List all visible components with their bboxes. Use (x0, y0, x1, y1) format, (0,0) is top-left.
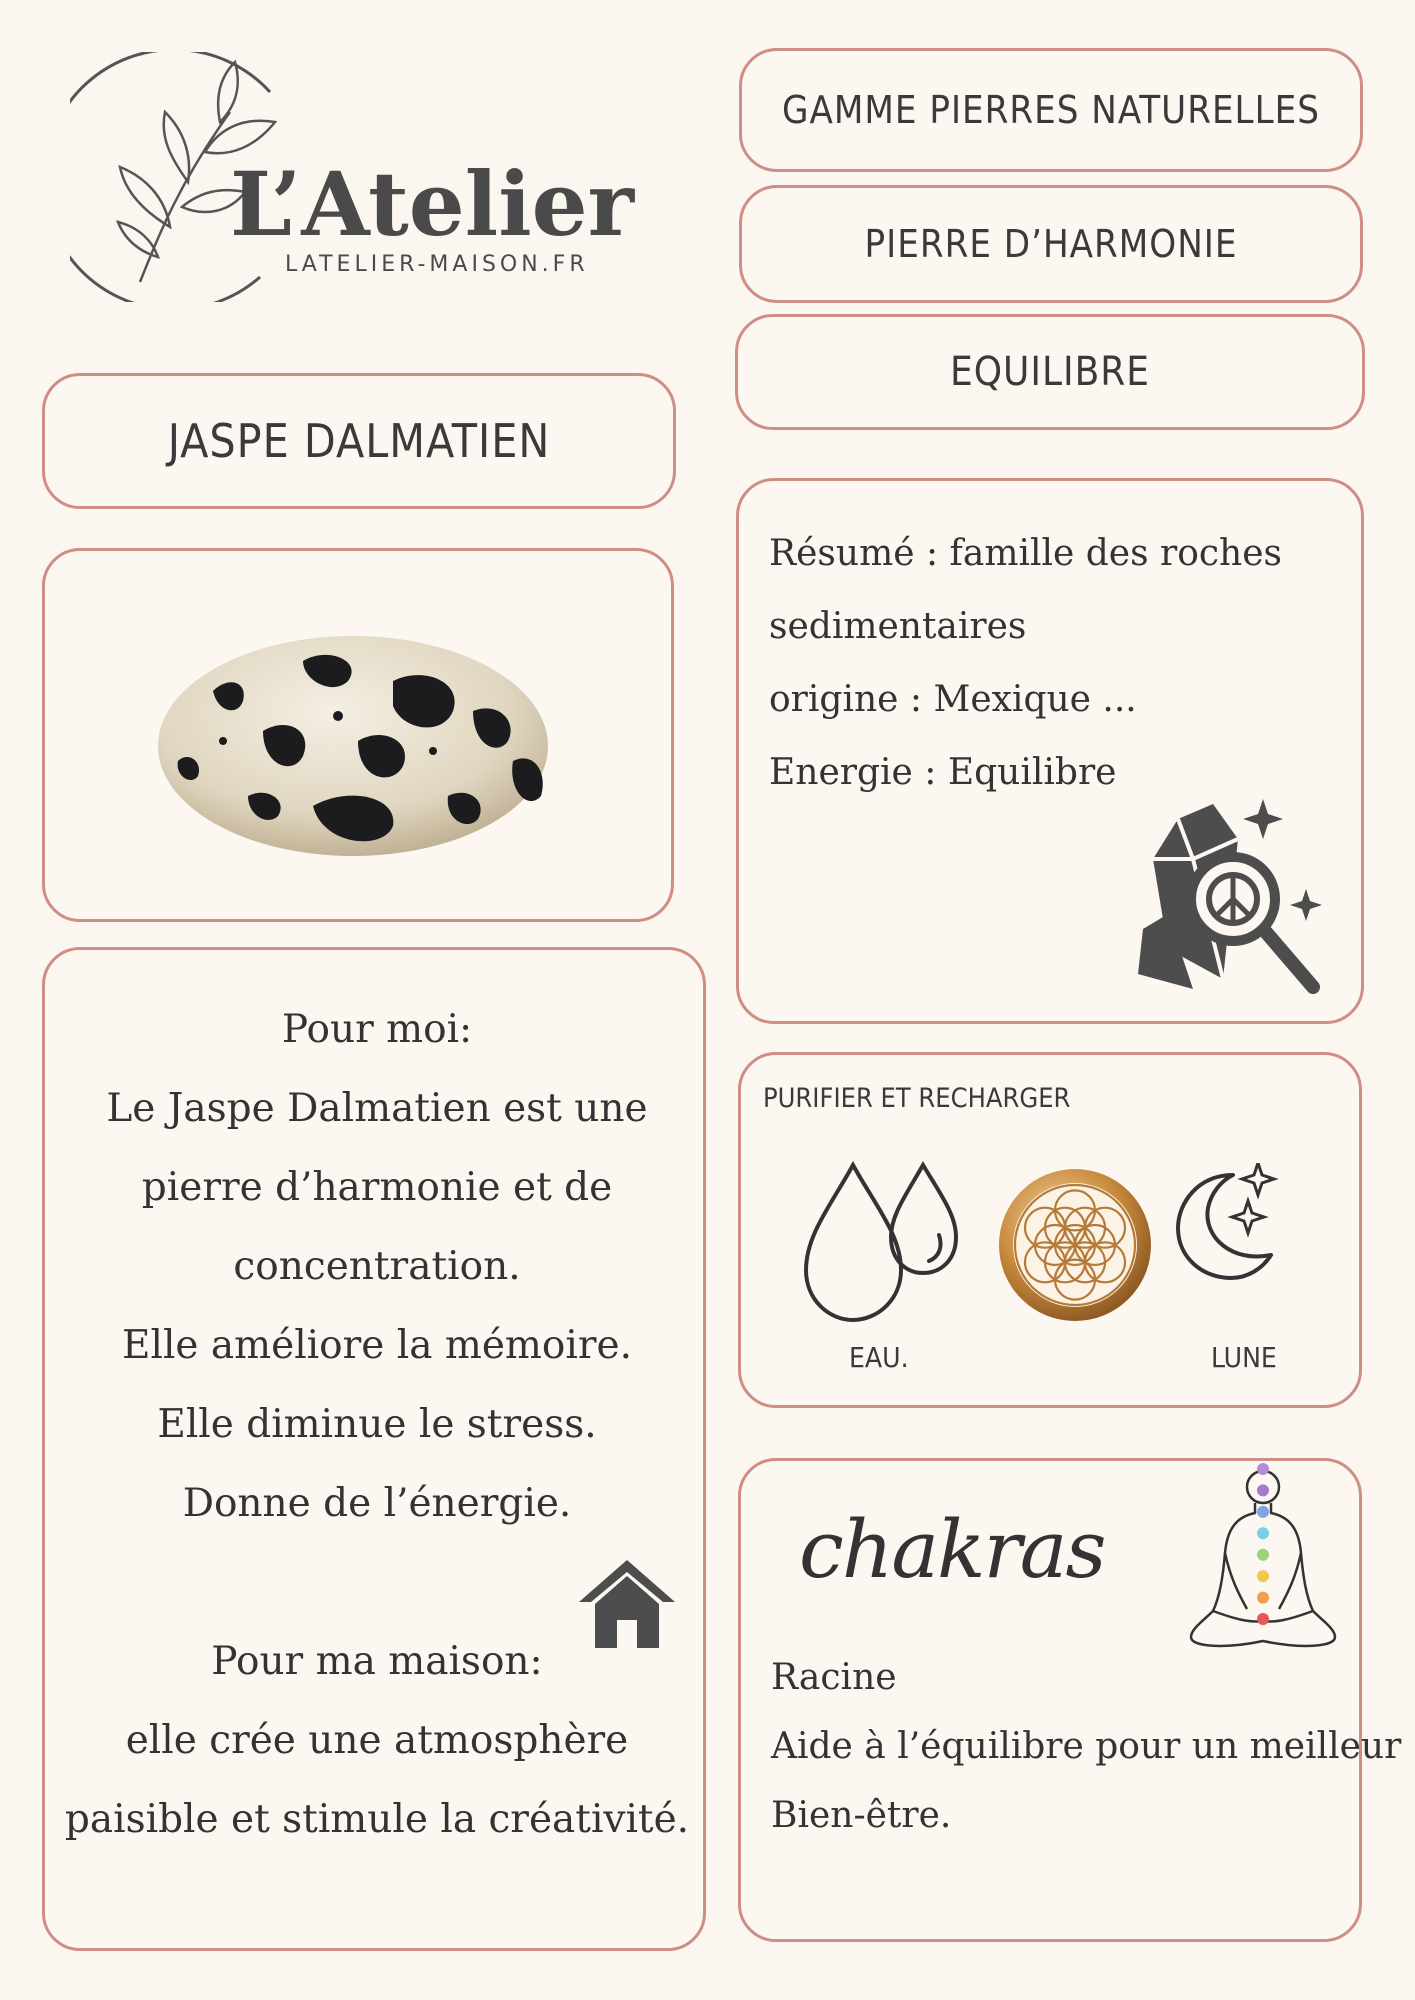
chakra-dot (1257, 1463, 1269, 1475)
logo-website: LATELIER-MAISON.FR (285, 252, 589, 277)
water-drops-icon (801, 1155, 971, 1325)
stone-image (153, 621, 553, 861)
purify-card (738, 1052, 1362, 1408)
moon-label: LUNE (1211, 1341, 1277, 1374)
me-title: Pour moi: (281, 1007, 473, 1052)
chakra-dot (1257, 1570, 1269, 1582)
summary-line: sedimentaires (769, 606, 1027, 647)
meditation-figure-icon (1185, 1461, 1341, 1653)
range-tag (739, 48, 1363, 172)
chakra-dot (1257, 1613, 1269, 1625)
theme-tag (735, 314, 1365, 430)
summary-line: Résumé : famille des roches (769, 533, 1283, 574)
me-line: concentration. (233, 1244, 521, 1289)
chakra-name: Racine (771, 1657, 897, 1698)
home-line: elle crée une atmosphère (125, 1718, 629, 1763)
chakras-title: chakras (799, 1503, 1105, 1596)
me-line: Le Jaspe Dalmatien est une (106, 1086, 648, 1131)
summary-card (736, 478, 1364, 1024)
chakra-dot (1257, 1506, 1269, 1518)
chakra-dot (1257, 1592, 1269, 1604)
chakra-line: Bien-être. (771, 1795, 952, 1836)
home-title: Pour ma maison: (211, 1639, 543, 1684)
stone-name: JASPE DALMATIEN (167, 414, 551, 468)
chakra-dot (1257, 1484, 1269, 1496)
purify-title: PURIFIER ET RECHARGER (763, 1083, 1071, 1114)
logo-name: L’Atelier (230, 152, 634, 256)
kind-label: PIERRE D’HARMONIE (864, 222, 1238, 266)
summary-line: origine : Mexique ... (769, 679, 1137, 720)
stone-image-card (42, 548, 674, 922)
chakra-dots (1257, 1463, 1269, 1625)
home-line: paisible et stimule la créativité. (64, 1797, 690, 1842)
house-icon (575, 1556, 679, 1652)
me-line: Elle diminue le stress. (157, 1402, 597, 1447)
me-line: Donne de l’énergie. (182, 1481, 572, 1526)
chakra-dot (1257, 1549, 1269, 1561)
moon-stars-icon (1173, 1163, 1283, 1283)
chakra-line: Aide à l’équilibre pour un meilleur (771, 1726, 1402, 1767)
range-label: GAMME PIERRES NATURELLES (782, 88, 1320, 132)
theme-label: EQUILIBRE (949, 349, 1151, 395)
description-text (45, 990, 709, 1859)
me-line: pierre d’harmonie et de (141, 1165, 613, 1210)
me-line: Elle améliore la mémoire. (122, 1323, 632, 1368)
summary-line: Energie : Equilibre (769, 752, 1117, 793)
chakra-dot (1257, 1527, 1269, 1539)
crystal-magnifier-icon (1123, 799, 1333, 999)
description-card (42, 947, 706, 1951)
summary-text (769, 517, 1282, 809)
kind-tag (739, 185, 1363, 303)
stone-name-card (42, 373, 676, 509)
water-label: EAU. (849, 1341, 909, 1374)
flower-of-life-icon (995, 1165, 1155, 1325)
chakras-card (738, 1458, 1402, 1942)
logo (70, 52, 650, 302)
chakras-text (771, 1643, 1401, 1850)
